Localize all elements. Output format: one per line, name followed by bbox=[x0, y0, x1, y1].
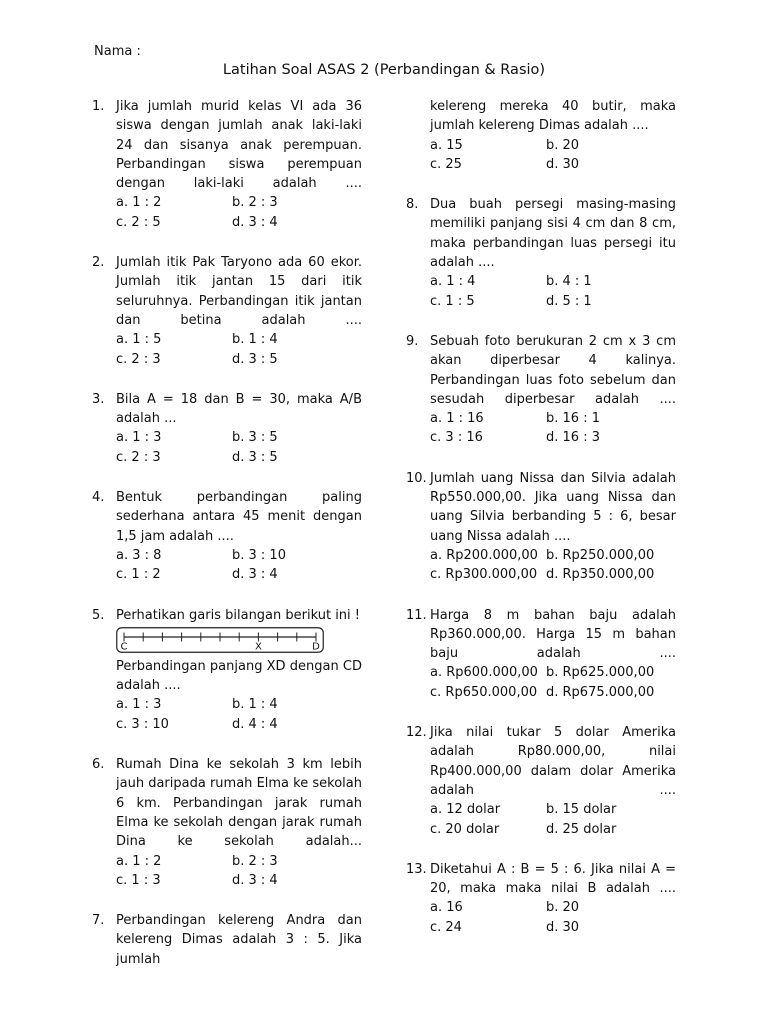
question-number: 8. bbox=[406, 197, 419, 213]
question-number: 12. bbox=[406, 725, 427, 741]
option-d: d. 25 dolar bbox=[546, 821, 617, 837]
option-b: b. 2 : 3 bbox=[232, 195, 278, 211]
name-label: Nama : bbox=[94, 44, 141, 59]
option-b: b. 2 : 3 bbox=[232, 853, 278, 869]
option-d: d. 30 bbox=[546, 919, 580, 935]
option-c: c. 3 : 16 bbox=[430, 430, 483, 446]
question-number: 5. bbox=[92, 607, 105, 623]
question-3 bbox=[92, 390, 362, 467]
question-number: 13. bbox=[406, 861, 427, 877]
option-d: d. 3 : 4 bbox=[232, 872, 278, 888]
option-a: a. 1 : 3 bbox=[116, 697, 162, 713]
option-a: a. 15 bbox=[430, 137, 463, 153]
question-number: 7. bbox=[92, 913, 105, 929]
question-stem: Jika jumlah murid kelas VI ada 36 siswa dengan jumlah anak laki-laki 24 dan sisanya anak perempuan. Perbandingan siswa perempuan dengan laki-laki adalah .... bbox=[116, 99, 362, 192]
option-c: c. 3 : 10 bbox=[116, 716, 169, 732]
question-number: 10. bbox=[406, 470, 427, 486]
question-number: 2. bbox=[92, 255, 105, 271]
question-number: 9. bbox=[406, 333, 419, 349]
question-12 bbox=[406, 723, 676, 839]
question-8 bbox=[406, 195, 676, 311]
option-c: c. 20 dolar bbox=[430, 821, 500, 837]
option-a: a. Rp600.000,00 bbox=[430, 665, 538, 681]
option-a: a. 1 : 2 bbox=[116, 195, 162, 211]
option-d: d. Rp675.000,00 bbox=[546, 684, 655, 700]
question-stem-continued: kelereng mereka 40 butir, maka jumlah kelereng Dimas adalah .... bbox=[430, 99, 676, 134]
option-b: b. 1 : 4 bbox=[232, 332, 278, 348]
option-c: c. 2 : 5 bbox=[116, 214, 161, 230]
option-a: a. 3 : 8 bbox=[116, 547, 162, 563]
question-stem: Perhatikan garis bilangan berikut ini ! bbox=[116, 607, 361, 623]
question-stem: Jika nilai tukar 5 dolar Amerika adalah Rp80.000,00, nilai Rp400.000,00 dalam dolar Amerika adalah .... bbox=[430, 725, 676, 798]
question-2 bbox=[92, 253, 362, 369]
option-c: c. 2 : 3 bbox=[116, 449, 161, 465]
option-d: d. 3 : 5 bbox=[232, 351, 278, 367]
option-c: c. Rp650.000,00 bbox=[430, 684, 538, 700]
option-c: c. Rp300.000,00 bbox=[430, 567, 538, 583]
option-b: b. 20 bbox=[546, 137, 580, 153]
option-c: c. 2 : 3 bbox=[116, 351, 161, 367]
option-c: c. 1 : 3 bbox=[116, 872, 161, 888]
option-c: c. 24 bbox=[430, 919, 462, 935]
option-a: a. 1 : 5 bbox=[116, 332, 162, 348]
left-column bbox=[92, 97, 362, 990]
option-b: b. 15 dolar bbox=[546, 802, 617, 818]
option-b: b. 3 : 10 bbox=[232, 547, 286, 563]
question-7-continued bbox=[406, 97, 676, 174]
option-d: d. 4 : 4 bbox=[232, 716, 278, 732]
question-1 bbox=[92, 97, 362, 232]
question-stem: Harga 8 m bahan baju adalah Rp360.000,00. Harga 15 m bahan baju adalah .... bbox=[430, 607, 676, 662]
option-d: d. Rp350.000,00 bbox=[546, 567, 655, 583]
option-a: a. 1 : 3 bbox=[116, 430, 162, 446]
option-d: d. 5 : 1 bbox=[546, 293, 592, 309]
question-stem: Jumlah uang Nissa dan Silvia adalah Rp550.000,00. Jika uang Nissa dan uang Silvia berbanding 5 : 6, besar uang Nissa adalah .... bbox=[430, 470, 676, 544]
option-a: a. 12 dolar bbox=[430, 802, 501, 818]
option-d: d. 30 bbox=[546, 156, 580, 172]
number-line-label-c: C bbox=[120, 641, 128, 653]
question-number: 4. bbox=[92, 490, 105, 506]
number-line-label-d: D bbox=[312, 641, 320, 653]
question-stem: Jumlah itik Pak Taryono ada 60 ekor. Jumlah itik jantan 15 dari itik seluruhnya. Perbandingan itik jantan dan betina adalah .... bbox=[116, 255, 362, 328]
question-4 bbox=[92, 488, 362, 584]
option-b: b. 1 : 4 bbox=[232, 697, 278, 713]
option-a: a. 1 : 4 bbox=[430, 274, 476, 290]
option-b: b. Rp250.000,00 bbox=[546, 547, 655, 563]
question-9 bbox=[406, 332, 676, 448]
option-d: d. 3 : 4 bbox=[232, 214, 278, 230]
option-b: b. Rp625.000,00 bbox=[546, 665, 655, 681]
option-b: b. 20 bbox=[546, 900, 580, 916]
question-stem: Rumah Dina ke sekolah 3 km lebih jauh daripada rumah Elma ke sekolah 6 km. Perbandingan jarak rumah Elma ke sekolah dengan jarak rumah Dina ke sekolah adalah... bbox=[116, 757, 362, 850]
option-d: d. 3 : 4 bbox=[232, 567, 278, 583]
option-c: c. 1 : 2 bbox=[116, 567, 161, 583]
question-stem: Diketahui A : B = 5 : 6. Jika nilai A = 20, maka maka nilai B adalah .... bbox=[430, 861, 676, 897]
question-13 bbox=[406, 860, 676, 937]
option-c: c. 1 : 5 bbox=[430, 293, 475, 309]
question-number: 11. bbox=[406, 607, 427, 623]
option-b: b. 4 : 1 bbox=[546, 274, 592, 290]
option-b: b. 3 : 5 bbox=[232, 430, 278, 446]
question-6 bbox=[92, 755, 362, 890]
question-stem-continued: Perbandingan panjang XD dengan CD adalah .... bbox=[116, 658, 362, 694]
option-a: a. Rp200.000,00 bbox=[430, 547, 538, 563]
question-10 bbox=[406, 469, 676, 585]
question-stem: Bila A = 18 dan B = 30, maka A/B adalah ... bbox=[116, 391, 362, 427]
option-a: a. 16 bbox=[430, 900, 463, 916]
question-number: 3. bbox=[92, 391, 105, 407]
right-column bbox=[406, 97, 676, 958]
option-b: b. 16 : 1 bbox=[546, 411, 600, 427]
option-d: d. 3 : 5 bbox=[232, 449, 278, 465]
number-line-label-x: X bbox=[254, 641, 262, 653]
question-number: 6. bbox=[92, 757, 105, 773]
question-7 bbox=[92, 911, 362, 969]
question-number: 1. bbox=[92, 99, 105, 114]
number-line-figure bbox=[116, 627, 324, 653]
option-c: c. 25 bbox=[430, 156, 462, 172]
question-stem: Bentuk perbandingan paling sederhana antara 45 menit dengan 1,5 jam adalah .... bbox=[116, 490, 362, 544]
page-title: Latihan Soal ASAS 2 (Perbandingan & Rasio) bbox=[222, 62, 546, 78]
question-stem: Sebuah foto berukuran 2 cm x 3 cm akan diperbesar 4 kalinya. Perbandingan luas foto sebelum dan sesudah diperbesar adalah .... bbox=[430, 333, 676, 407]
option-a: a. 1 : 2 bbox=[116, 853, 162, 869]
question-5 bbox=[92, 606, 362, 734]
option-d: d. 16 : 3 bbox=[546, 430, 600, 446]
question-stem: Dua buah persegi masing-masing memiliki panjang sisi 4 cm dan 8 cm, maka perbandingan luas persegi itu adalah .... bbox=[430, 197, 676, 271]
question-stem: Perbandingan kelereng Andra dan kelereng Dimas adalah 3 : 5. Jika jumlah bbox=[116, 913, 362, 967]
question-11 bbox=[406, 606, 676, 702]
option-a: a. 1 : 16 bbox=[430, 411, 484, 427]
